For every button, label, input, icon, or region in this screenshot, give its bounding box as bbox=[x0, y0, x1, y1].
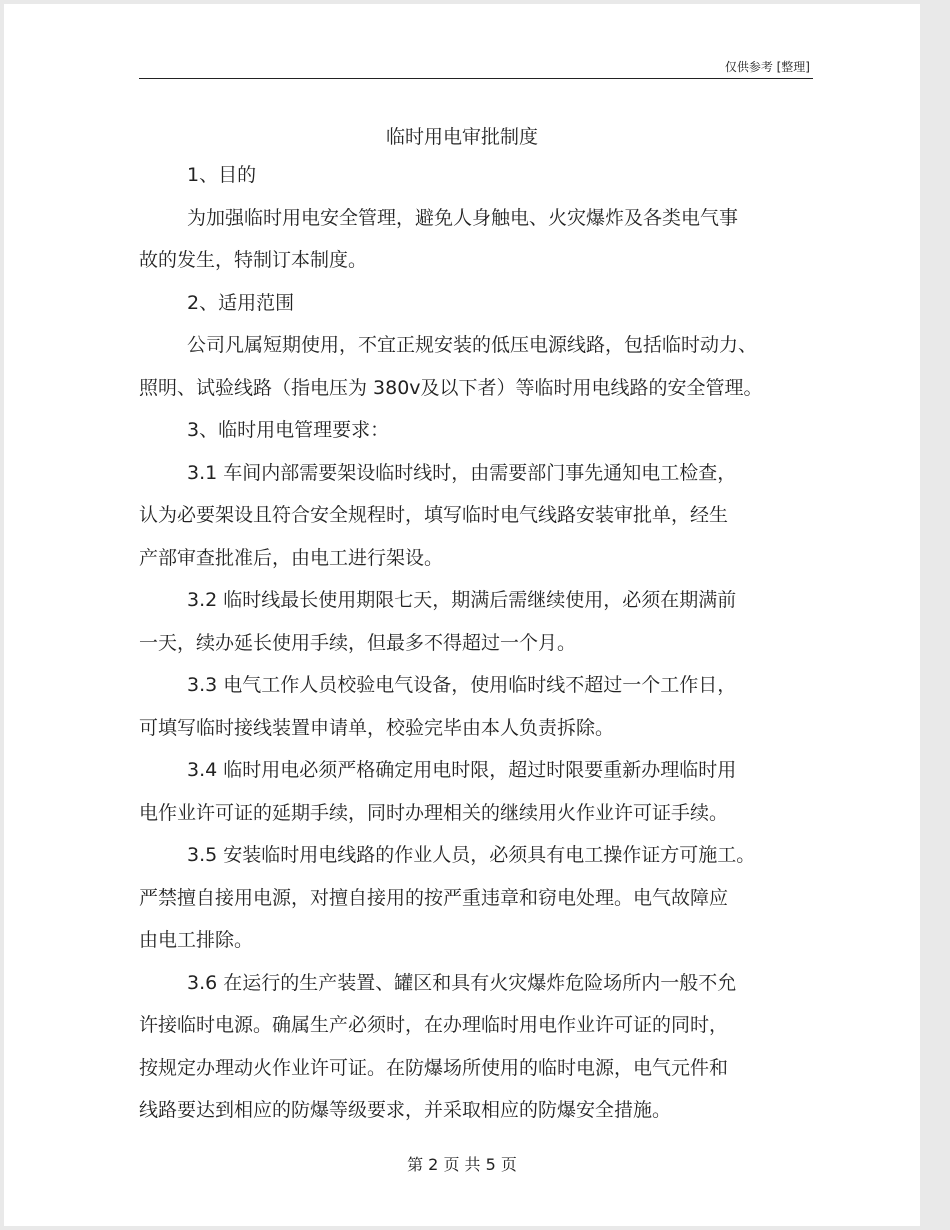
document-title: 临时用电审批制度 bbox=[385, 126, 538, 148]
paragraph-line: 严禁擅自接用电源，对擅自接用的按严重违章和窃电处理。电气故障应 bbox=[139, 887, 729, 909]
paragraph-line: 公司凡属短期使用，不宜正规安装的低压电源线路，包括临时动力、 bbox=[187, 334, 758, 356]
paragraph-line: 一天，续办延长使用手续，但最多不得超过一个月。 bbox=[139, 632, 577, 654]
clause-3-6: 3.6 在运行的生产装置、罐区和具有火灾爆炸危险场所内一般不允 bbox=[187, 972, 737, 994]
page-header: 仅供参考 [整理] bbox=[724, 60, 810, 74]
clause-3-4: 3.4 临时用电必须严格确定用电时限，超过时限要重新办理临时用 bbox=[187, 759, 737, 781]
header-divider bbox=[139, 78, 813, 79]
paragraph-line: 由电工排除。 bbox=[139, 929, 254, 951]
document-page bbox=[4, 4, 920, 1226]
paragraph-line: 为加强临时用电安全管理，避免人身触电、火灾爆炸及各类电气事 bbox=[187, 207, 739, 229]
paragraph-line: 电作业许可证的延期手续，同时办理相关的继续用火作业许可证手续。 bbox=[139, 802, 729, 824]
paragraph-line: 产部审查批准后，由电工进行架设。 bbox=[139, 547, 444, 569]
clause-3-2: 3.2 临时线最长使用期限七天，期满后需继续使用，必须在期满前 bbox=[187, 589, 737, 611]
clause-3-3: 3.3 电气工作人员校验电气设备，使用临时线不超过一个工作日， bbox=[187, 674, 737, 696]
paragraph-line: 许接临时电源。确属生产必须时，在办理临时用电作业许可证的同时， bbox=[139, 1014, 729, 1036]
paragraph-line: 故的发生，特制订本制度。 bbox=[139, 249, 368, 271]
clause-3-5: 3.5 安装临时用电线路的作业人员，必须具有电工操作证方可施工。 bbox=[187, 844, 756, 866]
heading-scope: 2、适用范围 bbox=[187, 292, 295, 314]
paragraph-line: 按规定办理动火作业许可证。在防爆场所使用的临时电源，电气元件和 bbox=[139, 1057, 729, 1079]
heading-purpose: 1、目的 bbox=[187, 164, 257, 186]
paragraph-line: 照明、试验线路（指电压为 380v及以下者）等临时用电线路的安全管理。 bbox=[139, 377, 763, 399]
paragraph-line: 线路要达到相应的防爆等级要求，并采取相应的防爆安全措施。 bbox=[139, 1099, 672, 1121]
paragraph-line: 可填写临时接线装置申请单，校验完毕由本人负责拆除。 bbox=[139, 717, 615, 739]
paragraph-line: 认为必要架设且符合安全规程时，填写临时电气线路安装审批单，经生 bbox=[139, 504, 729, 526]
page-number: 第 2 页 共 5 页 bbox=[407, 1155, 517, 1174]
heading-requirements: 3、临时用电管理要求： bbox=[187, 419, 390, 441]
clause-3-1: 3.1 车间内部需要架设临时线时，由需要部门事先通知电工检查， bbox=[187, 462, 737, 484]
